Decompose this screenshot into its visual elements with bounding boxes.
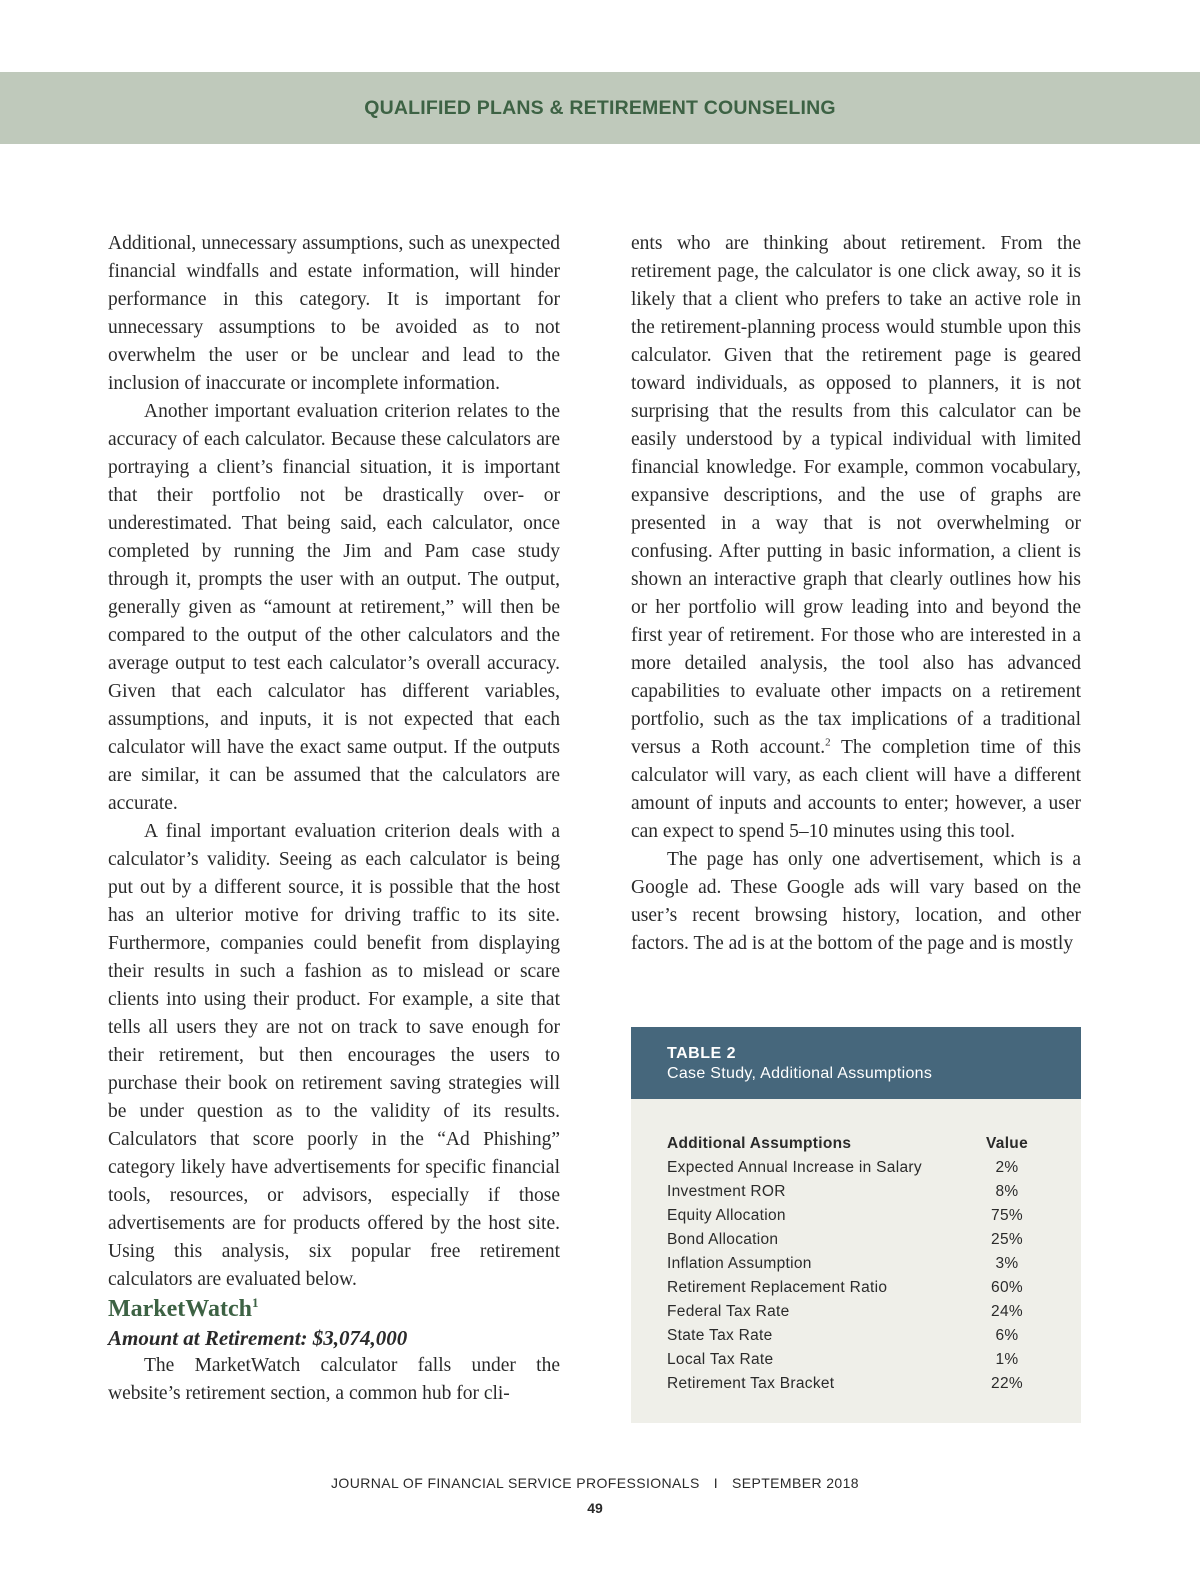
value-cell: 25% xyxy=(991,1231,1023,1248)
value-cell: 75% xyxy=(991,1207,1023,1224)
assumption-cell: Equity Allocation xyxy=(667,1207,786,1224)
paragraph: Additional, unnecessary assumptions, such as unexpected financial windfalls and estate information, will hinder performance in this category. It is important for unnecessary assumptions to be avoided as to not overwhelm the user or be unclear and lead to the inclusion of inaccurate or incomplete information. xyxy=(108,233,560,394)
table-row xyxy=(667,1228,1037,1252)
paragraph: A final important evaluation criterion deals with a calculator’s validity. Seeing as each calculator is being put out by a different source, it is possible that the host has an ulterior motive for driving traffic to its site. Furthermore, companies could benefit from displaying their results in such a fashion as to mislead or scare clients into using their product. For example, a site that tells all users they are not on track to save enough for their retirement, but then encourages the users to purchase their book on retirement saving strategies will be under question as to the validity of its results. Calculators that score poorly in the “Ad Phishing” category likely have advertisements for specific financial tools, resources, or advisors, especially if those advertisements are for products offered by the host site. Using this analysis, six popular free retirement calculators are evaluated below. xyxy=(108,821,560,1290)
section-heading-text: MarketWatch xyxy=(108,1296,252,1322)
footer-separator: I xyxy=(713,1475,718,1491)
value-cell: 60% xyxy=(991,1279,1023,1296)
assumption-cell: Investment ROR xyxy=(667,1183,786,1200)
column-header-assumption: Additional Assumptions xyxy=(667,1135,852,1152)
journal-name: JOURNAL OF FINANCIAL SERVICE PROFESSIONALS xyxy=(331,1475,700,1491)
paragraph: The MarketWatch calculator falls under the website’s retirement section, a common hub for cli- xyxy=(108,1355,560,1404)
table-row xyxy=(667,1372,1037,1396)
table-row xyxy=(667,1300,1037,1324)
value-cell: 1% xyxy=(995,1351,1019,1368)
assumption-cell: Bond Allocation xyxy=(667,1231,779,1248)
value-cell: 2% xyxy=(995,1159,1019,1176)
footer-journal-line xyxy=(0,1475,1190,1491)
assumption-cell: Inflation Assumption xyxy=(667,1255,812,1272)
table-row xyxy=(667,1156,1037,1180)
table-row xyxy=(667,1204,1037,1228)
section-title: QUALIFIED PLANS & RETIREMENT COUNSELING xyxy=(364,96,836,119)
value-cell: 6% xyxy=(995,1327,1019,1344)
section-banner xyxy=(0,72,1200,144)
paragraph: The page has only one advertisement, which is a Google ad. These Google ads will vary based on the user’s recent browsing history, location, and other factors. The ad is at the bottom of the page and is mostly xyxy=(631,849,1081,954)
table-row xyxy=(667,1276,1037,1300)
table-header xyxy=(631,1027,1081,1099)
assumptions-table xyxy=(667,1132,1037,1396)
value-cell: 3% xyxy=(995,1255,1019,1272)
assumption-cell: Federal Tax Rate xyxy=(667,1303,790,1320)
value-cell: 24% xyxy=(991,1303,1023,1320)
table-header-row xyxy=(667,1132,1037,1156)
table-row xyxy=(667,1348,1037,1372)
value-cell: 22% xyxy=(991,1375,1023,1392)
sub-heading: Amount at Retirement: $3,074,000 xyxy=(108,1326,408,1350)
assumption-cell: Local Tax Rate xyxy=(667,1351,774,1368)
column-header-value: Value xyxy=(986,1135,1028,1152)
table-body xyxy=(667,1156,1037,1396)
table-label: TABLE 2 xyxy=(667,1045,736,1062)
assumption-cell: Retirement Tax Bracket xyxy=(667,1375,835,1392)
paragraph-text: The completion time of this calculator will vary, as each client will have a different amount of inputs and accounts to enter; however, a user can expect to spend 5–10 minutes using this tool. xyxy=(631,737,1081,842)
footnote-marker: 2 xyxy=(825,736,831,749)
left-column xyxy=(108,230,560,1408)
page-number: 49 xyxy=(587,1500,603,1516)
footnote-marker: 1 xyxy=(251,1295,259,1310)
right-column xyxy=(631,230,1081,958)
paragraph: Another important evaluation criterion relates to the accuracy of each calculator. Because these calculators are portraying a client’s financial situation, it is important that their portfolio not be drastically over- or underestimated. That being said, each calculator, once completed by running the Jim and Pam case study through it, prompts the user with an output. The output, generally given as “amount at retirement,” will then be compared to the output of the other calculators and the average output to test each calculator’s overall accuracy. Given that each calculator has different variables, assumptions, and inputs, it is not expected that each calculator will have the exact same output. If the outputs are similar, it can be assumed that the calculators are accurate. xyxy=(108,401,560,814)
table-row xyxy=(667,1324,1037,1348)
assumption-cell: Retirement Replacement Ratio xyxy=(667,1279,888,1296)
value-cell: 8% xyxy=(995,1183,1019,1200)
assumption-cell: State Tax Rate xyxy=(667,1327,773,1344)
assumptions-table-panel xyxy=(631,1027,1081,1423)
assumption-cell: Expected Annual Increase in Salary xyxy=(667,1159,922,1176)
issue-date: SEPTEMBER 2018 xyxy=(732,1475,859,1491)
paragraph-text: ents who are thinking about retirement. From the retirement page, the calculator is one click away, so it is likely that a client who prefers to take an active role in the retirement-planning process would stumble upon this calculator. Given that the retirement page is geared toward individuals, as opposed to planners, it is not surprising that the results from this calculator can be easily understood by a typical individual with limited financial knowledge. For example, common vocabulary, expansive descriptions, and the use of graphs are presented in a way that is not overwhelming or confusing. After putting in basic information, a client is shown an interactive graph that clearly outlines how his or her portfolio will grow leading into and beyond the first year of retirement. For those who are interested in a more detailed analysis, the tool also has advanced capabilities to evaluate other impacts on a retirement portfolio, such as the tax implications of a traditional versus a Roth account. xyxy=(631,233,1081,758)
section-heading xyxy=(108,1294,560,1324)
table-row xyxy=(667,1180,1037,1204)
table-caption: Case Study, Additional Assumptions xyxy=(667,1065,933,1082)
table-row xyxy=(667,1252,1037,1276)
paragraph xyxy=(631,230,1081,846)
